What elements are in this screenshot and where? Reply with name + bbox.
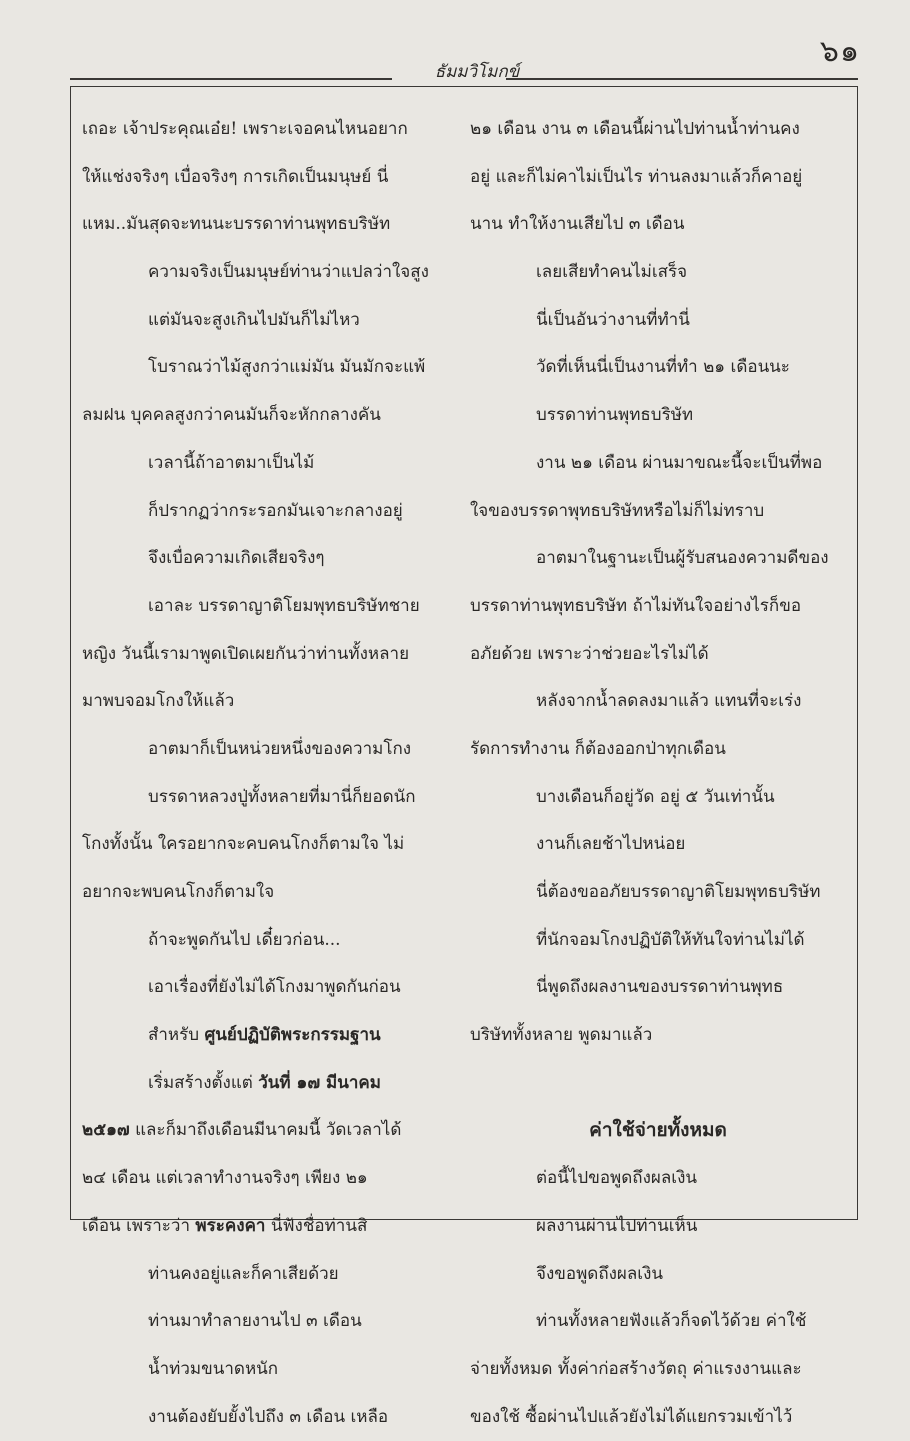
text-line: โกงทั้งนั้น ใครอยากจะคบคนโกงก็ตามใจ ไม่ (82, 834, 405, 855)
text-line: บรรดาหลวงปู่ทั้งหลายที่มานี่ก็ยอดนัก (148, 786, 416, 807)
text-line: บางเดือนก็อยู่วัด อยู่ ๕ วันเท่านั้น (536, 786, 775, 807)
bold-span: ศูนย์ปฏิบัติพระกรรมฐาน (204, 1025, 381, 1046)
text-line: ถ้าจะพูดกันไป เดี๋ยวก่อน... (148, 929, 341, 950)
text-line: เลยเสียทำคนไม่เสร็จ (536, 262, 688, 283)
text-line: ท่านทั้งหลายฟังแล้วก็จดไว้ด้วย ค่าใช้ (536, 1311, 807, 1332)
text-span: สำหรับ (148, 1025, 200, 1046)
text-line: ความจริงเป็นมนุษย์ท่านว่าแปลว่าใจสูง (148, 262, 429, 283)
text-line: จ่ายทั้งหมด ทั้งค่าก่อสร้างวัตถุ ค่าแรงงานและ (470, 1358, 802, 1379)
text-span: เริ่มสร้างตั้งแต่ (148, 1072, 253, 1093)
text-line: งานก็เลยช้าไปหน่อย (536, 834, 686, 855)
text-line: จึงขอพูดถึงผลเงิน (536, 1263, 664, 1284)
text-line: อาตมาในฐานะเป็นผู้รับสนองความดีของ (536, 548, 829, 569)
blank-line (470, 1060, 846, 1108)
text-line: หญิง วันนี้เรามาพูดเปิดเผยกันว่าท่านทั้งหลาย (82, 643, 410, 664)
text-line: บริษัททั้งหลาย พูดมาแล้ว (470, 1025, 653, 1046)
text-line: จึงเบื่อความเกิดเสียจริงๆ (148, 548, 325, 569)
text-line: บรรดาท่านพุทธบริษัท (536, 405, 694, 426)
text-line: งานต้องยับยั้งไปถึง ๓ เดือน เหลือ (148, 1406, 389, 1427)
text-line: หลังจากน้ำลดลงมาแล้ว แทนที่จะเร่ง (536, 691, 802, 712)
text-line: มาพบจอมโกงให้แล้ว (82, 691, 235, 712)
text-line: นี่พูดถึงผลงานของบรรดาท่านพุทธ (536, 977, 784, 998)
header-title: ธัมมวิโมกข์ (434, 62, 520, 82)
text-line: รัดการทำงาน ก็ต้องออกป่าทุกเดือน (470, 738, 726, 759)
text-line (82, 1107, 448, 1155)
text-line (82, 1012, 448, 1060)
text-line: ๒๑ เดือน งาน ๓ เดือนนี้ผ่านไปท่านน้ำท่านคง (470, 119, 800, 139)
section-heading: ค่าใช้จ่ายทั้งหมด (589, 1119, 727, 1142)
text-span: นี่ฟังชื่อท่านสิ (270, 1215, 368, 1236)
text-span: และก็มาถึงเดือนมีนาคมนี้ วัดเวลาได้ (135, 1120, 402, 1141)
text-line: ก็ปรากฏว่ากระรอกมันเจาะกลางอยู่ (148, 500, 403, 521)
text-span: เดือน เพราะว่า (82, 1215, 191, 1236)
text-line: อยู่ และก็ไม่คาไม่เป็นไร ท่านลงมาแล้วก็คาอยู่ (470, 166, 803, 187)
text-line (82, 1060, 448, 1108)
text-line: ต่อนี้ไปขอพูดถึงผลเงิน (536, 1168, 697, 1189)
text-line: ๒๔ เดือน แต่เวลาทำงานจริงๆ เพียง ๒๑ (82, 1168, 368, 1189)
text-line: นี่ต้องขออภัยบรรดาญาติโยมพุทธบริษัท (536, 882, 821, 902)
text-line: เวลานี้ถ้าอาตมาเป็นไม้ (148, 452, 315, 473)
text-line: ท่านมาทำลายงานไป ๓ เดือน (148, 1311, 362, 1332)
page-number: ๖๑ (819, 34, 860, 69)
text-line (82, 1203, 448, 1251)
text-line: ลมฝน บุคคลสูงกว่าคนมันก็จะหักกลางคัน (82, 405, 381, 426)
text-line: แต่มันจะสูงเกินไปมันก็ไม่ไหว (148, 309, 360, 330)
text-line: ใจของบรรดาพุทธบริษัทหรือไม่ก็ไม่ทราบ (470, 500, 765, 521)
text-line: น้ำท่วมขนาดหนัก (148, 1358, 279, 1379)
text-line: ที่นักจอมโกงปฏิบัติให้ทันใจท่านไม่ได้ (536, 929, 805, 950)
text-line: นาน ทำให้งานเสียไป ๓ เดือน (470, 214, 685, 235)
text-line: อภัยด้วย เพราะว่าช่วยอะไรไม่ได้ (470, 643, 709, 664)
text-line: แหม..มันสุดจะทนนะบรรดาท่านพุทธบริษัท (82, 214, 391, 235)
right-column (470, 106, 846, 1441)
bold-span: ๒๕๑๗ (82, 1120, 130, 1141)
text-line: อาตมาก็เป็นหน่วยหนึ่งของความโกง (148, 738, 412, 759)
text-line: อยากจะพบคนโกงก็ตามใจ (82, 882, 275, 902)
text-line: วัดที่เห็นนี่เป็นงานที่ทำ ๒๑ เดือนนะ (536, 357, 790, 378)
text-line: เอาละ บรรดาญาติโยมพุทธบริษัทชาย (148, 595, 420, 616)
text-line: งาน ๒๑ เดือน ผ่านมาขณะนี้จะเป็นที่พอ (536, 452, 823, 473)
text-line: เอาเรื่องที่ยังไม่ได้โกงมาพูดกันก่อน (148, 977, 401, 998)
bold-span: วันที่ ๑๗ มีนาคม (258, 1072, 381, 1093)
text-line: ผลงานผ่านไปท่านเห็น (536, 1215, 698, 1236)
text-line: ของใช้ ซื้อผ่านไปแล้วยังไม่ได้แยกรวมเข้าไว้ (470, 1406, 793, 1427)
text-line: นี่เป็นอันว่างานที่ทำนี่ (536, 309, 690, 330)
left-column (82, 106, 448, 1441)
text-line: ให้แช่งจริงๆ เบื่อจริงๆ การเกิดเป็นมนุษย์ นี่ (82, 166, 389, 187)
text-line: บรรดาท่านพุทธบริษัท ถ้าไม่ทันใจอย่างไรก็ขอ (470, 595, 802, 616)
text-line: ท่านคงอยู่และก็คาเสียด้วย (148, 1263, 339, 1284)
text-line: เถอะ เจ้าประคุณเอ๋ย! เพราะเจอคนไหนอยาก (82, 119, 408, 139)
bold-span: พระคงคา (195, 1215, 266, 1236)
text-line: โบราณว่าไม้สูงกว่าแม่มัน มันมักจะแพ้ (148, 357, 426, 378)
